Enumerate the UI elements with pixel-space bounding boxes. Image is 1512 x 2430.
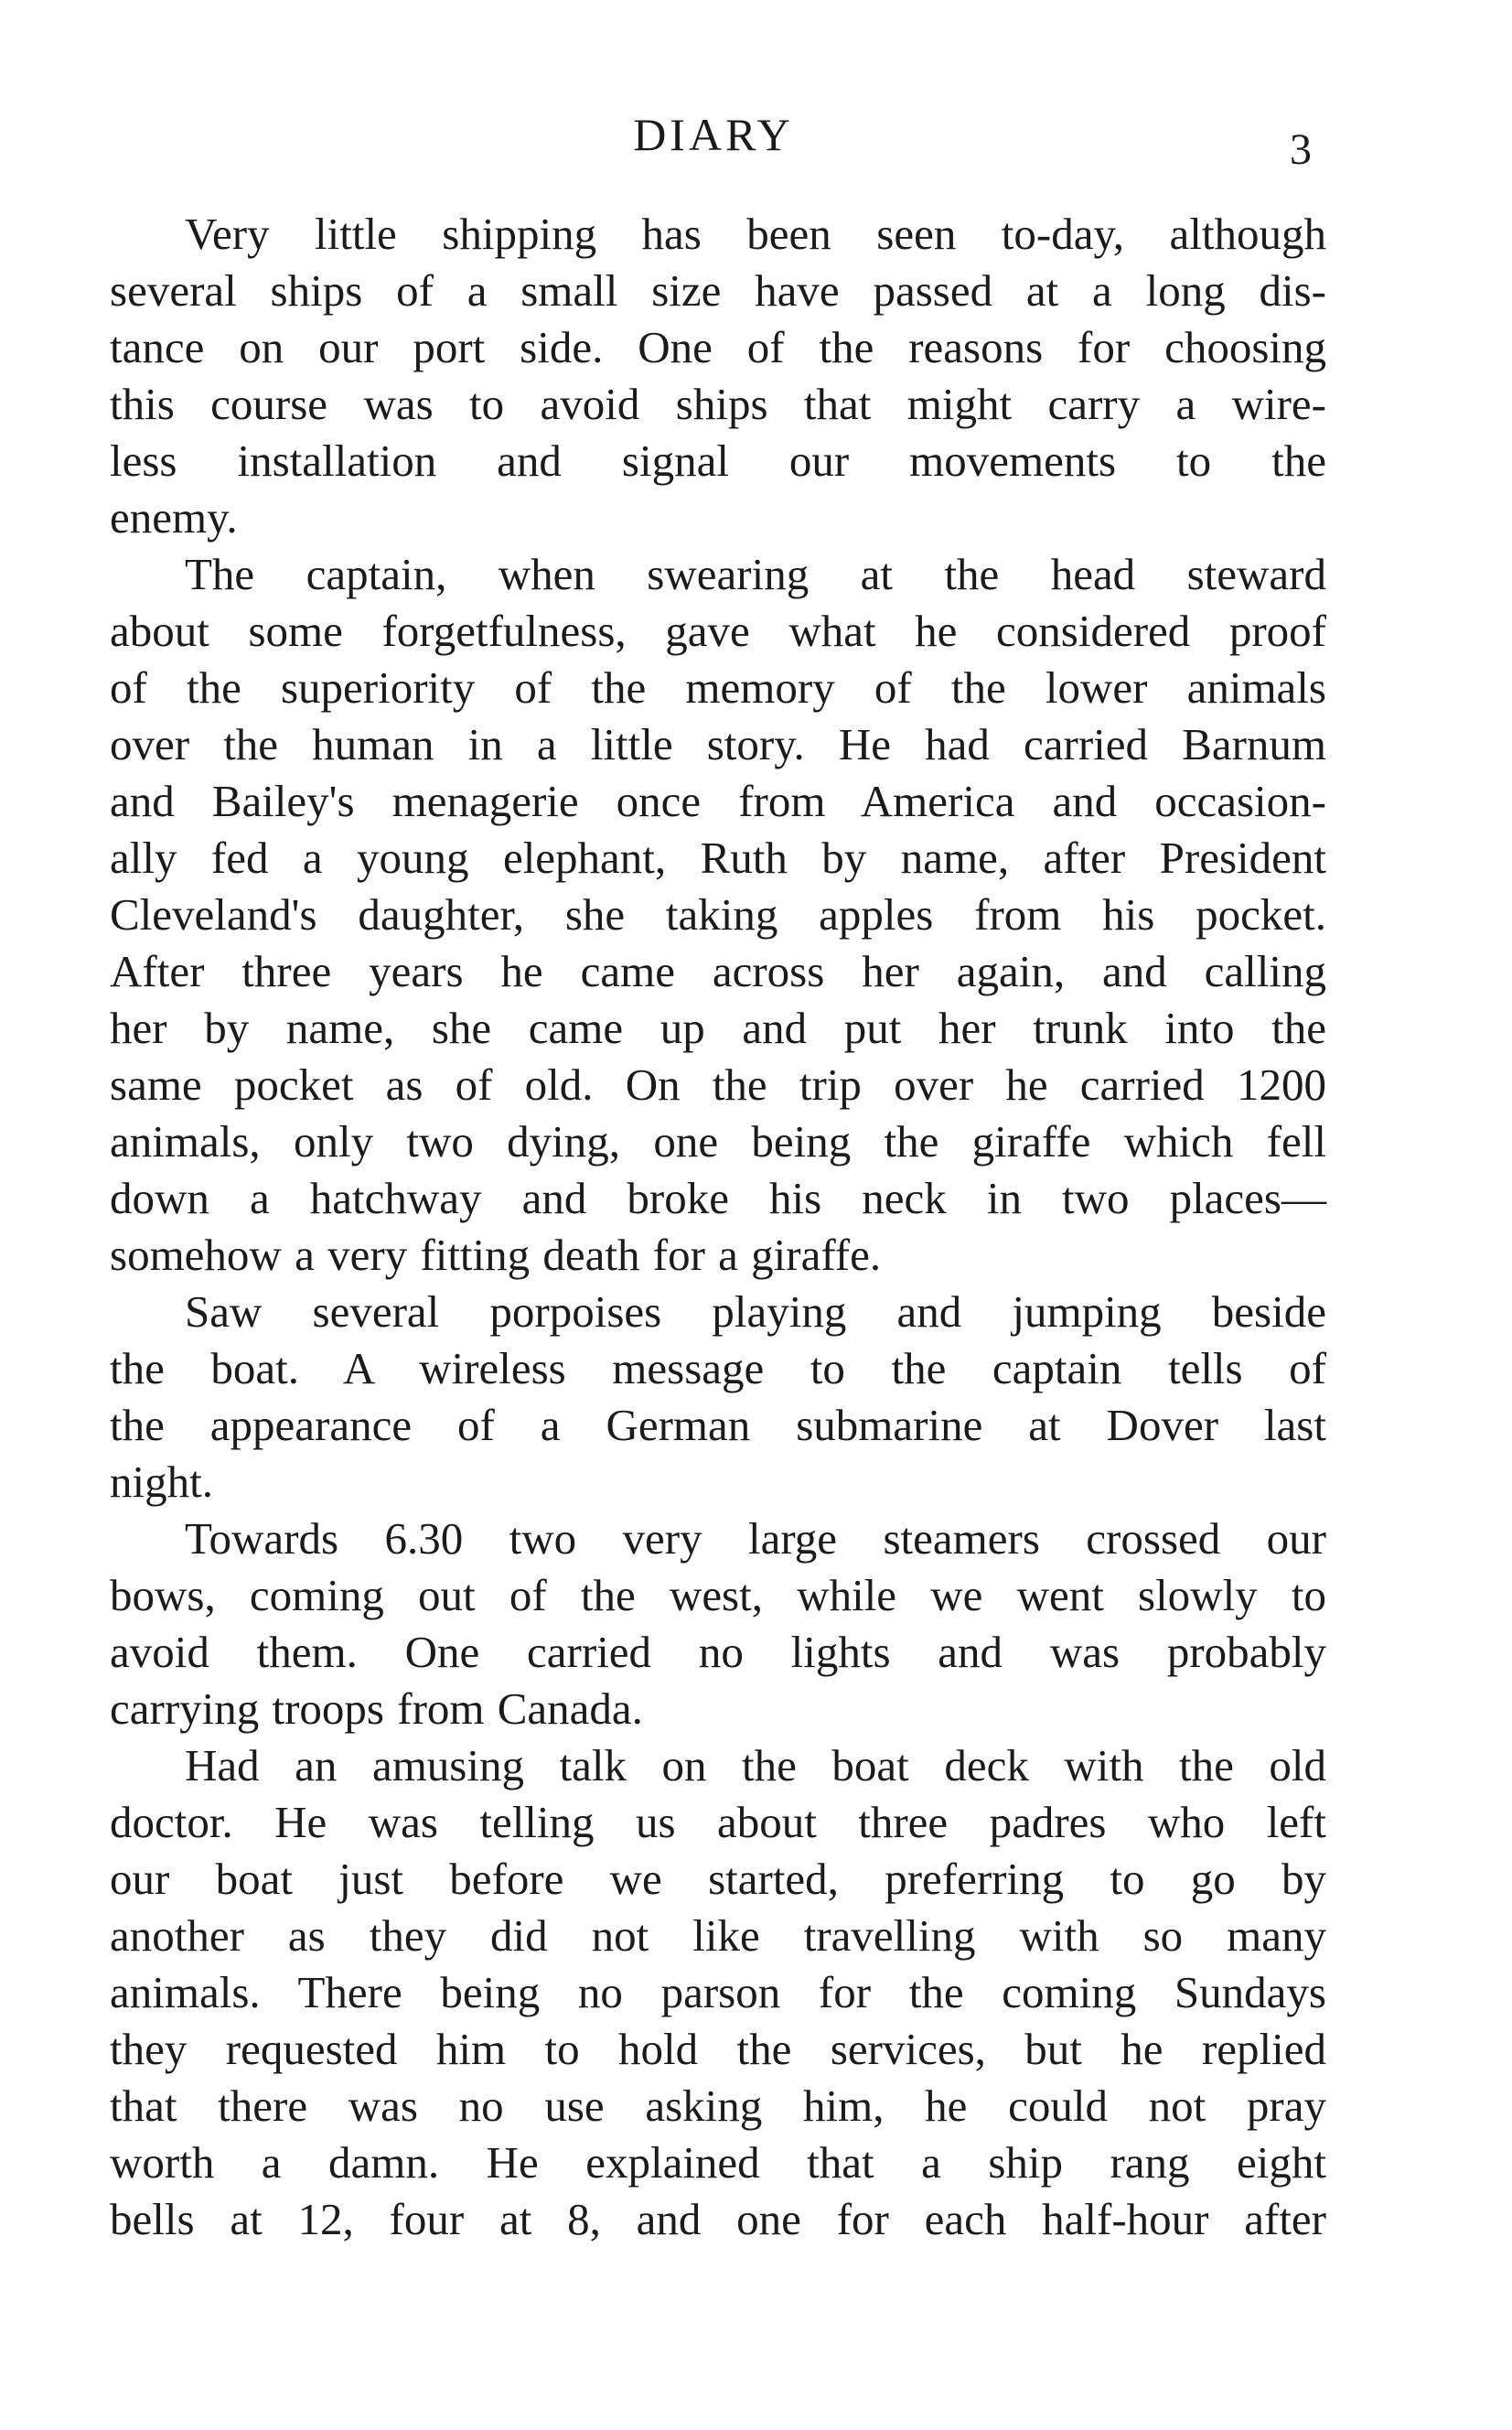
text-line: Had an amusing talk on the boat deck with the old: [185, 1740, 1326, 1790]
text-line: animals, only two dying, one being the giraffe which fell: [110, 1116, 1326, 1167]
text-line: Very little shipping has been seen to-day, although: [185, 209, 1326, 259]
text-line: less installation and signal our movements to the: [110, 435, 1326, 486]
text-line: night.: [110, 1457, 213, 1507]
text-line: carrying troops from Canada.: [110, 1683, 643, 1734]
text-line: ally fed a young elephant, Ruth by name, after President: [110, 833, 1326, 883]
text-line: Cleveland's daughter, she taking apples from his pocket.: [110, 889, 1326, 940]
text-line: avoid them. One carried no lights and was probably: [110, 1627, 1326, 1677]
page-number: 3: [1290, 125, 1312, 174]
text-line: another as they did not like travelling with so many: [110, 1910, 1326, 1961]
text-line: somehow a very fitting death for a giraffe.: [110, 1230, 882, 1280]
text-line: After three years he came across her again, and calling: [110, 946, 1326, 996]
text-line: and Bailey's menagerie once from America and occasion-: [110, 776, 1326, 826]
running-title: DIARY: [633, 109, 794, 160]
text-line: about some forgetfulness, gave what he considered proof: [110, 606, 1326, 656]
paragraph: [110, 1511, 1326, 1737]
text-line: worth a damn. He explained that a ship rang eight: [110, 2137, 1326, 2188]
text-line: the appearance of a German submarine at Dover last: [110, 1400, 1326, 1450]
text-line: this course was to avoid ships that might carry a wire-: [110, 379, 1326, 429]
paragraph: [110, 546, 1326, 1284]
body-text: [110, 206, 1326, 2248]
text-line: of the superiority of the memory of the lower animals: [110, 662, 1326, 713]
text-line: over the human in a little story. He had carried Barnum: [110, 719, 1326, 769]
text-line: animals. There being no parson for the coming Sundays: [110, 1967, 1326, 2017]
paragraph: [110, 1284, 1326, 1511]
text-line: our boat just before we started, preferring to go by: [110, 1854, 1326, 1904]
running-head: [0, 108, 1512, 181]
text-line: tance on our port side. One of the reasons for choosing: [110, 322, 1326, 372]
text-line: down a hatchway and broke his neck in two places—: [110, 1173, 1326, 1223]
text-line: her by name, she came up and put her trunk into the: [110, 1003, 1326, 1053]
text-line: doctor. He was telling us about three padres who left: [110, 1797, 1326, 1847]
text-line: several ships of a small size have passed at a long dis-: [110, 265, 1326, 316]
text-line: Saw several porpoises playing and jumping beside: [185, 1286, 1326, 1337]
text-line: same pocket as of old. On the trip over he carried 1200: [110, 1059, 1326, 1110]
text-line: bells at 12, four at 8, and one for each half-hour after: [110, 2194, 1326, 2244]
paragraph: [110, 1737, 1326, 2248]
text-line: that there was no use asking him, he could not pray: [110, 2081, 1326, 2131]
text-line: enemy.: [110, 492, 238, 543]
text-line: the boat. A wireless message to the captain tells of: [110, 1343, 1326, 1393]
text-line: Towards 6.30 two very large steamers crossed our: [185, 1513, 1326, 1564]
text-line: they requested him to hold the services, but he replied: [110, 2024, 1326, 2074]
text-line: The captain, when swearing at the head steward: [185, 549, 1326, 599]
paragraph: [110, 206, 1326, 546]
text-line: bows, coming out of the west, while we went slowly to: [110, 1570, 1326, 1620]
